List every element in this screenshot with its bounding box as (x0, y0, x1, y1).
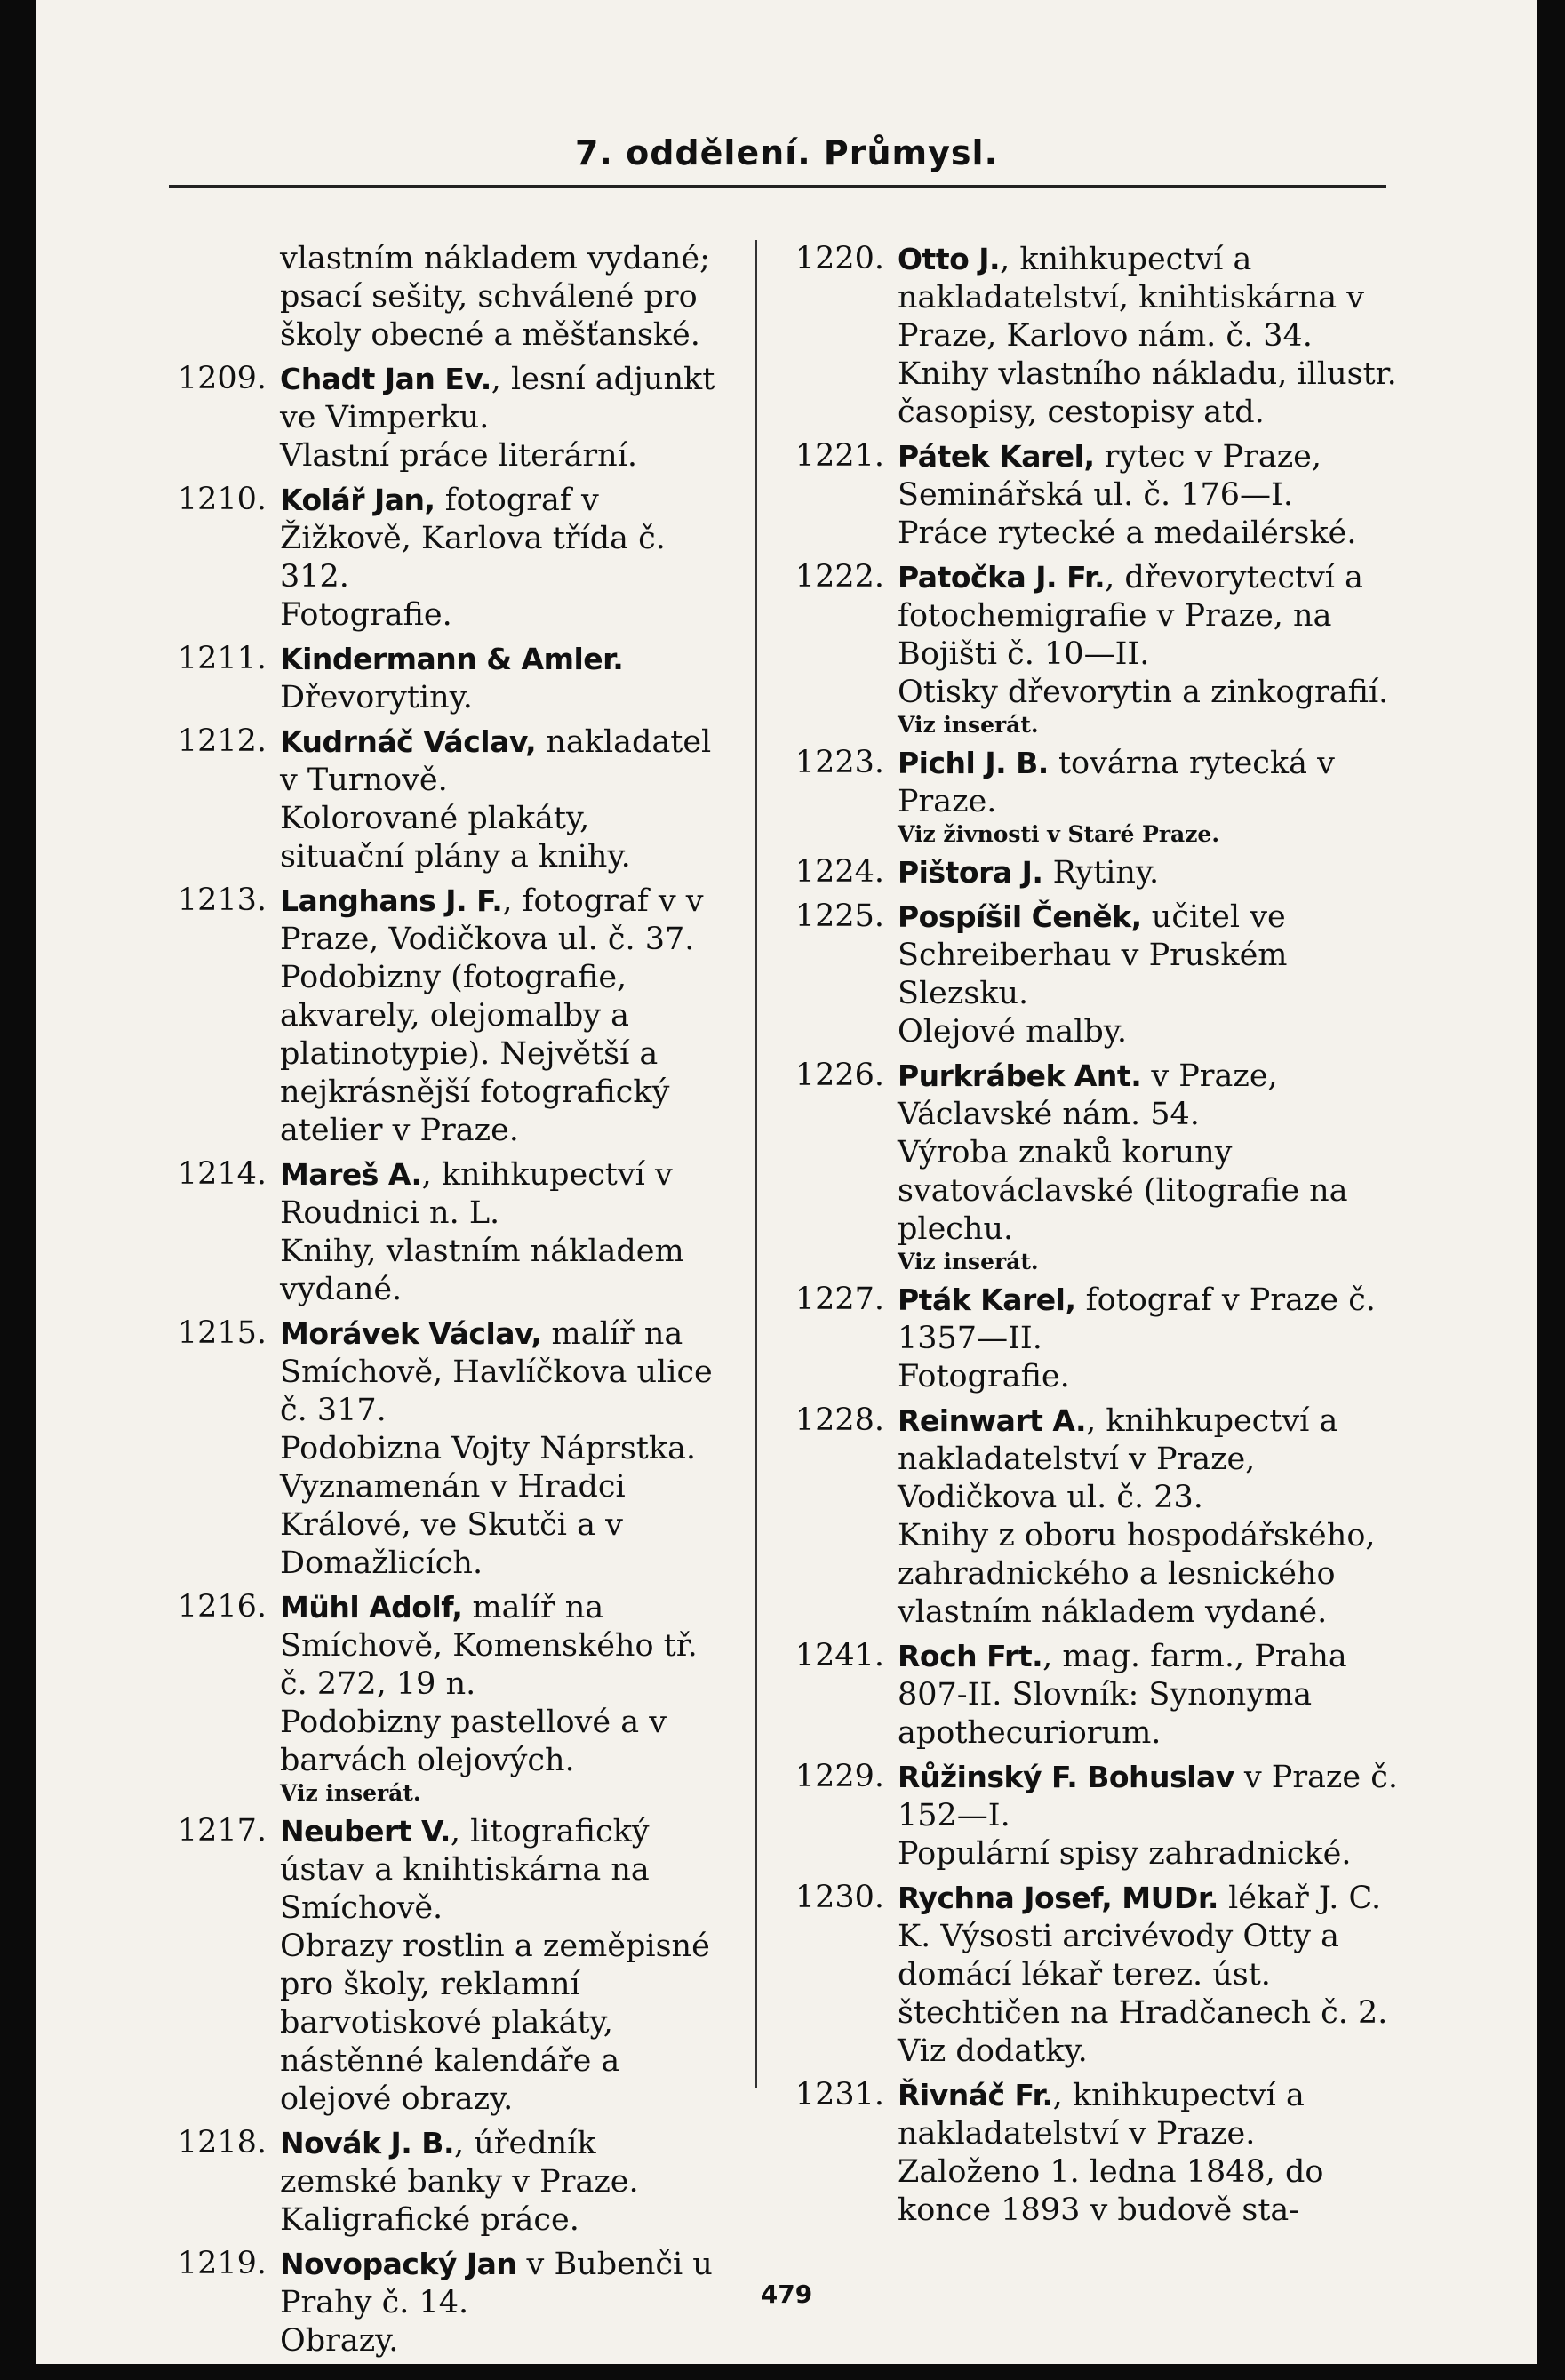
entry-heading (898, 853, 1400, 892)
entry-heading (898, 744, 1400, 821)
entry-number: 1210. (177, 482, 267, 517)
column-separator (755, 240, 757, 2088)
entry-description: v Bubenči u Prahy č. 14. (280, 2247, 713, 2320)
directory-entry (778, 1637, 1400, 1753)
entry-description: lékař J. C. K. Výsosti arcivévody Otty a domácí lékař terez. úst. štechtičen na Hradčanech č. 2. Viz dodatky. (898, 1881, 1388, 2069)
header-rule (169, 185, 1386, 188)
book-page (36, 0, 1537, 2364)
entry-number: 1218. (177, 2125, 267, 2160)
entry-heading (280, 360, 720, 437)
entry-reference: Viz inserát. (898, 712, 1039, 738)
entry-name: Morávek Václav, (280, 1316, 542, 1351)
entry-name: Purkrábek Ant. (898, 1058, 1142, 1093)
page-number: 479 (760, 2280, 813, 2309)
entry-detail: Knihy, vlastním nákladem vydané. (280, 1234, 684, 1307)
entry-description: továrna rytecká v Praze. (898, 746, 1335, 819)
directory-entry (778, 898, 1400, 1051)
entry-heading (280, 882, 720, 959)
directory-entry (160, 882, 720, 1150)
entry-reference: Viz inserát. (898, 1249, 1039, 1274)
entry-name: Roch Frt. (898, 1639, 1043, 1673)
page-header: 7. oddělení. Průmysl. (574, 133, 999, 172)
entry-number: 1226. (794, 1058, 884, 1093)
entry-number: 1213. (177, 883, 267, 918)
directory-entry (778, 240, 1400, 432)
entry-description: fotograf v Žižkově, Karlova třída č. 312. (280, 483, 666, 595)
entry-reference: Viz živnosti v Staré Praze. (898, 821, 1220, 847)
entry-description: , dřevorytectví a fotochemigrafie v Praze, na Bojišti č. 10—II. (898, 560, 1363, 672)
entry-number: 1214. (177, 1156, 267, 1192)
left-column (160, 240, 720, 2366)
entry-number: 1229. (794, 1759, 884, 1794)
entry-detail: Knihy z oboru hospodářského, zahradnického a lesnického vlastním nákladem vydané. (898, 1518, 1376, 1630)
directory-entry (160, 1812, 720, 2119)
entry-number: 1215. (177, 1315, 267, 1351)
entry-description: , litografický ústav a knihtiskárna na Smíchově. (280, 1814, 650, 1926)
entry-detail: Knihy vlastního nákladu, illustr. časopisy, cestopisy atd. (898, 356, 1397, 430)
entry-name: Kolář Jan, (280, 483, 435, 517)
entry-heading (280, 1314, 720, 1430)
directory-entry (160, 2124, 720, 2240)
entry-description: , knihkupectví v Roudnici n. L. (280, 1157, 673, 1231)
entry-detail: Výroba znaků koruny svatováclavské (litografie na plechu. (898, 1135, 1348, 1247)
entry-number: 1241. (794, 1638, 884, 1673)
entry-name: Pištora J. (898, 855, 1043, 890)
directory-entry (160, 240, 720, 355)
entry-description: Dřevorytiny. (280, 680, 473, 715)
entry-description: Rytiny. (1042, 855, 1160, 891)
right-column (778, 240, 1400, 2235)
entry-number: 1217. (177, 1813, 267, 1849)
entry-detail: Olejové malby. (898, 1014, 1128, 1050)
entry-description: , lesní adjunkt ve Vimperku. (280, 362, 715, 435)
entry-number: 1225. (794, 898, 884, 934)
entry-heading (898, 1637, 1400, 1753)
entry-number: 1223. (794, 745, 884, 780)
directory-entry (778, 558, 1400, 739)
entry-number: 1212. (177, 723, 267, 759)
directory-entry (778, 1402, 1400, 1632)
entry-detail: Podobizny pastellové a v barvách olejových. (280, 1705, 667, 1778)
entry-heading (280, 1588, 720, 1704)
entry-heading (898, 1758, 1400, 1835)
entry-name: Otto J. (898, 242, 1001, 276)
directory-entry (160, 1314, 720, 1583)
directory-entry (778, 853, 1400, 892)
entry-detail: Fotografie. (898, 1359, 1070, 1394)
entry-name: Patočka J. Fr. (898, 560, 1106, 595)
entry-heading (280, 1155, 720, 1233)
entry-number: 1211. (177, 641, 267, 676)
entry-detail: Podobizny (fotografie, akvarely, olejomalby a platinotypie). Největší a nejkrásnější fotografický atelier v Praze. (280, 960, 670, 1148)
entry-description: , fotograf v v Praze, Vodičkova ul. č. 37. (280, 883, 704, 957)
entry-name: Langhans J. F. (280, 883, 503, 918)
entry-number: 1227. (794, 1282, 884, 1317)
entry-heading (898, 1057, 1400, 1134)
entry-heading (280, 723, 720, 800)
entry-description: , knihkupectví a nakladatelství, knihtiskárna v Praze, Karlovo nám. č. 34. (898, 242, 1364, 354)
entry-heading (898, 898, 1400, 1013)
directory-entry (778, 1057, 1400, 1275)
directory-entry (778, 744, 1400, 848)
directory-entry (160, 1588, 720, 1807)
entry-detail: vlastním nákladem vydané; psací sešity, schválené pro školy obecné a měšťanské. (280, 241, 710, 353)
entry-heading (280, 481, 720, 596)
entry-description: , úředník zemské banky v Praze. (280, 2126, 639, 2200)
entry-heading (898, 2076, 1400, 2230)
entry-number: 1216. (177, 1589, 267, 1625)
entry-detail: Fotografie. (280, 597, 452, 633)
entry-detail: Obrazy. (280, 2323, 399, 2359)
entry-name: Kindermann & Amler. (280, 642, 624, 676)
entry-reference: Viz inserát. (280, 1780, 421, 1806)
entry-detail: Kaligrafické práce. (280, 2202, 579, 2238)
directory-entry (778, 1281, 1400, 1396)
directory-entry (778, 1879, 1400, 2071)
entry-heading (898, 437, 1400, 515)
entry-name: Řivnáč Fr. (898, 2078, 1053, 2112)
entry-heading (898, 1281, 1400, 1358)
entry-detail: Kolorované plakáty, situační plány a knihy. (280, 801, 631, 875)
entry-description: malíř na Smíchově, Komenského tř. č. 272, 19 n. (280, 1590, 698, 1702)
directory-entry (778, 437, 1400, 553)
entry-number: 1220. (794, 241, 884, 276)
entry-heading (898, 1402, 1400, 1517)
entry-heading (280, 2124, 720, 2201)
entry-name: Mareš A. (280, 1157, 422, 1192)
directory-entry (778, 1758, 1400, 1873)
directory-entry (778, 2076, 1400, 2230)
entry-name: Růžinský F. Bohuslav (898, 1760, 1234, 1794)
entry-number: 1219. (177, 2246, 267, 2281)
entry-heading (898, 240, 1400, 355)
entry-name: Novopacký Jan (280, 2247, 517, 2281)
entry-heading (280, 640, 720, 717)
entry-number: 1230. (794, 1880, 884, 1915)
entry-name: Chadt Jan Ev. (280, 362, 491, 396)
entry-detail: Vlastní práce literární. (280, 438, 638, 474)
entry-detail: Práce rytecké a medailérské. (898, 515, 1357, 551)
directory-entry (160, 360, 720, 475)
entry-number: 1221. (794, 438, 884, 474)
entry-description: nakladatel v Turnově. (280, 724, 712, 798)
entry-name: Novák J. B. (280, 2126, 454, 2160)
entry-detail: Obrazy rostlin a zeměpisné pro školy, reklamní barvotiskové plakáty, nástěnné kalendáře a olejové obrazy. (280, 1929, 710, 2117)
directory-entry (160, 481, 720, 635)
entry-detail: Populární spisy zahradnické. (898, 1836, 1352, 1872)
entry-detail: Otisky dřevorytin a zinkografií. (898, 675, 1389, 710)
entry-number: 1231. (794, 2077, 884, 2112)
entry-number: 1209. (177, 361, 267, 396)
entry-detail: Podobizna Vojty Náprstka. Vyznamenán v Hradci Králové, ve Skutči a v Domažlicích. (280, 1431, 697, 1581)
entry-description: , knihkupectví a nakladatelství v Praze. Založeno 1. ledna 1848, do konce 1893 v budově sta- (898, 2078, 1324, 2228)
entry-name: Pospíšil Čeněk, (898, 899, 1142, 934)
entry-description: , mag. farm., Praha 807-II. Slovník: Synonyma apothecuriorum. (898, 1639, 1347, 1751)
entry-description: učitel ve Schreiberhau v Pruském Slezsku. (898, 899, 1288, 1011)
entry-name: Pátek Karel, (898, 439, 1095, 474)
entry-description: rytec v Praze, Seminářská ul. č. 176—I. (898, 439, 1321, 513)
entry-number: 1228. (794, 1402, 884, 1438)
entry-description: v Praze, Václavské nám. 54. (898, 1058, 1278, 1132)
entry-name: Pichl J. B. (898, 746, 1049, 780)
directory-entry (160, 723, 720, 876)
entry-name: Pták Karel, (898, 1282, 1076, 1317)
entry-description: , knihkupectví a nakladatelství v Praze, Vodičkova ul. č. 23. (898, 1403, 1338, 1515)
entry-heading (898, 1879, 1400, 2071)
directory-entry (160, 640, 720, 717)
entry-description: malíř na Smíchově, Havlíčkova ulice č. 317. (280, 1316, 713, 1428)
entry-description: fotograf v Praze č. 1357—II. (898, 1282, 1376, 1356)
directory-entry (160, 1155, 720, 1309)
entry-number: 1224. (794, 854, 884, 890)
entry-name: Reinwart A. (898, 1403, 1087, 1438)
entry-heading (898, 558, 1400, 674)
entry-number: 1222. (794, 559, 884, 595)
entry-name: Neubert V. (280, 1814, 451, 1849)
entry-name: Rychna Josef, MUDr. (898, 1881, 1218, 1915)
entry-name: Mühl Adolf, (280, 1590, 463, 1625)
entry-name: Kudrnáč Václav, (280, 724, 537, 759)
entry-description: v Praze č. 152—I. (898, 1760, 1398, 1833)
entry-heading (280, 1812, 720, 1928)
